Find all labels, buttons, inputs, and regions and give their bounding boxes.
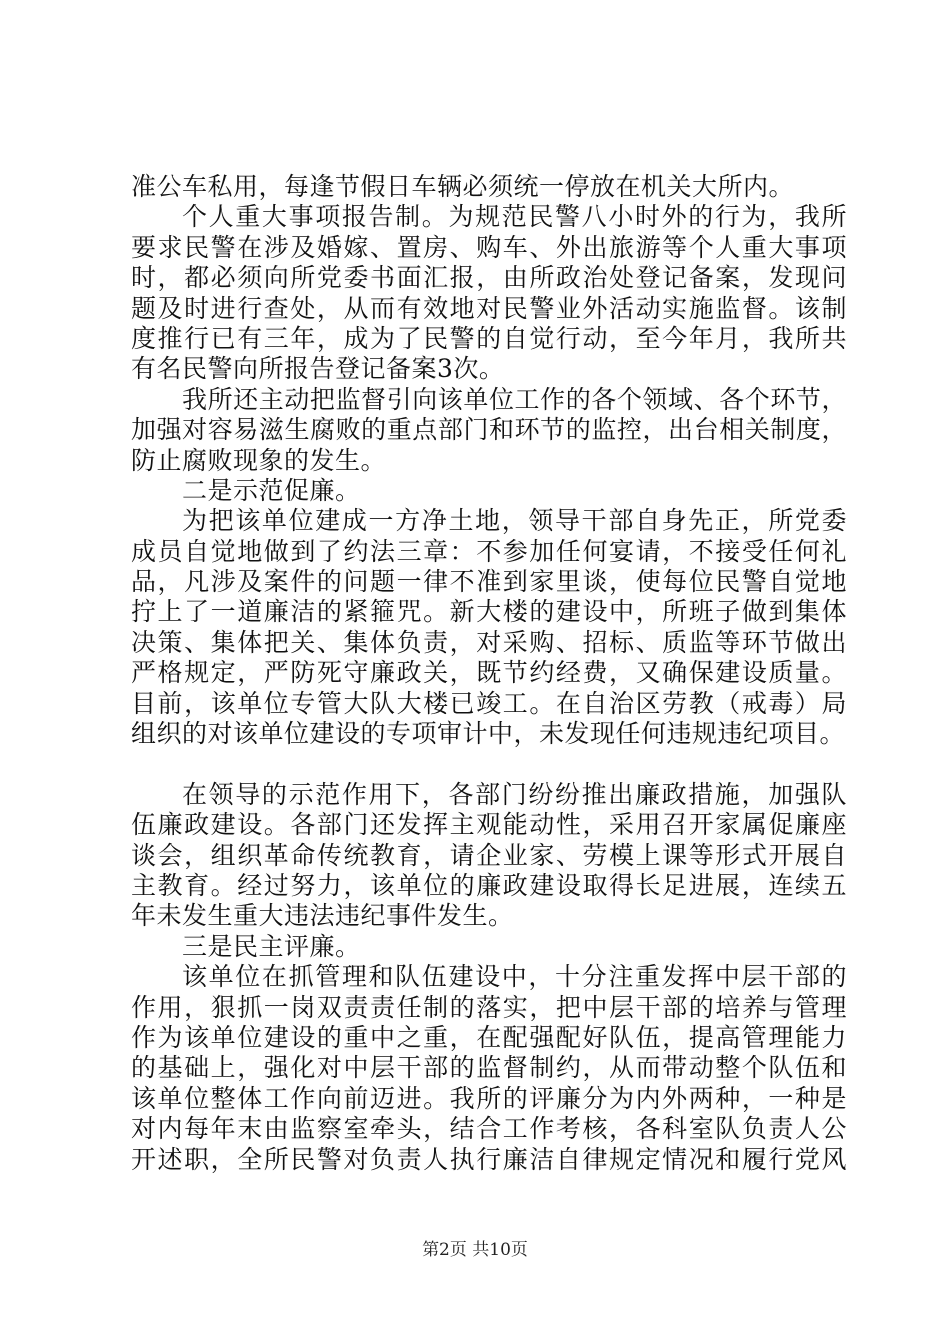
text-line: 的基础上，强化对中层干部的监督制约，从而带动整个队伍和: [131, 1053, 847, 1083]
text-line: 三是民主评廉。: [182, 931, 361, 961]
text-line: 作用，狠抓一岗双责责任制的落实，把中层干部的培养与管理: [131, 992, 847, 1022]
text-line: 开述职，全所民警对负责人执行廉洁自律规定情况和履行党风: [131, 1144, 847, 1174]
text-line: 题及时进行查处，从而有效地对民警业外活动实施监督。该制: [131, 293, 847, 323]
text-line: 二是示范促廉。: [182, 475, 361, 505]
text-line: 对内每年末由监察室牵头，结合工作考核，各科室队负责人公: [131, 1114, 847, 1144]
text-line: 组织的对该单位建设的专项审计中，未发现任何违规违纪项目。: [131, 719, 846, 749]
text-line: 谈会，组织革命传统教育，请企业家、劳模上课等形式开展自: [131, 840, 847, 870]
text-line: 有名民警向所报告登记备案3次。: [131, 354, 505, 384]
text-line: 作为该单位建设的重中之重，在配强配好队伍，提高管理能力: [131, 1022, 847, 1052]
text-line: 在领导的示范作用下，各部门纷纷推出廉政措施，加强队: [182, 779, 847, 809]
text-line: 加强对容易滋生腐败的重点部门和环节的监控，出台相关制度，: [131, 415, 847, 445]
text-line: 决策、集体把关、集体负责，对采购、招标、质监等环节做出: [131, 627, 847, 657]
text-line: 目前，该单位专管大队大楼已竣工。在自治区劳教（戒毒）局: [131, 688, 847, 718]
text-line: 时，都必须向所党委书面汇报，由所政治处登记备案，发现问: [131, 263, 847, 293]
text-line: 严格规定，严防死守廉政关，既节约经费，又确保建设质量。: [131, 658, 847, 688]
text-line: 准公车私用，每逢节假日车辆必须统一停放在机关大所内。: [131, 172, 795, 201]
text-line: 成员自觉地做到了约法三章：不参加任何宴请，不接受任何礼: [131, 536, 847, 566]
text-line: 主教育。经过努力，该单位的廉政建设取得长足进展，连续五: [131, 870, 847, 900]
text-line: 为把该单位建成一方净土地，领导干部自身先正，所党委: [182, 506, 847, 536]
text-line: 年未发生重大违法违纪事件发生。: [131, 901, 514, 931]
text-line: 我所还主动把监督引向该单位工作的各个领域、各个环节，: [182, 384, 847, 414]
text-line: 要求民警在涉及婚嫁、置房、购车、外出旅游等个人重大事项: [131, 232, 847, 262]
text-line: 度推行已有三年，成为了民警的自觉行动，至今年月，我所共: [131, 323, 847, 353]
page-number-footer: 第2页 共10页: [422, 1240, 528, 1260]
text-line: 该单位整体工作向前迈进。我所的评廉分为内外两种，一种是: [131, 1083, 847, 1113]
text-line: 防止腐败现象的发生。: [131, 445, 387, 475]
document-body: [131, 172, 847, 1175]
text-line: 个人重大事项报告制。为规范民警八小时外的行为，我所: [182, 202, 847, 232]
paragraph-spacer: [131, 749, 847, 779]
text-line: 伍廉政建设。各部门还发挥主观能动性，采用召开家属促廉座: [131, 810, 847, 840]
text-line: 品，凡涉及案件的问题一律不准到家里谈，使每位民警自觉地: [131, 567, 847, 597]
text-line: 拧上了一道廉洁的紧箍咒。新大楼的建设中，所班子做到集体: [131, 597, 847, 627]
text-line: 该单位在抓管理和队伍建设中，十分注重发挥中层干部的: [182, 962, 847, 992]
